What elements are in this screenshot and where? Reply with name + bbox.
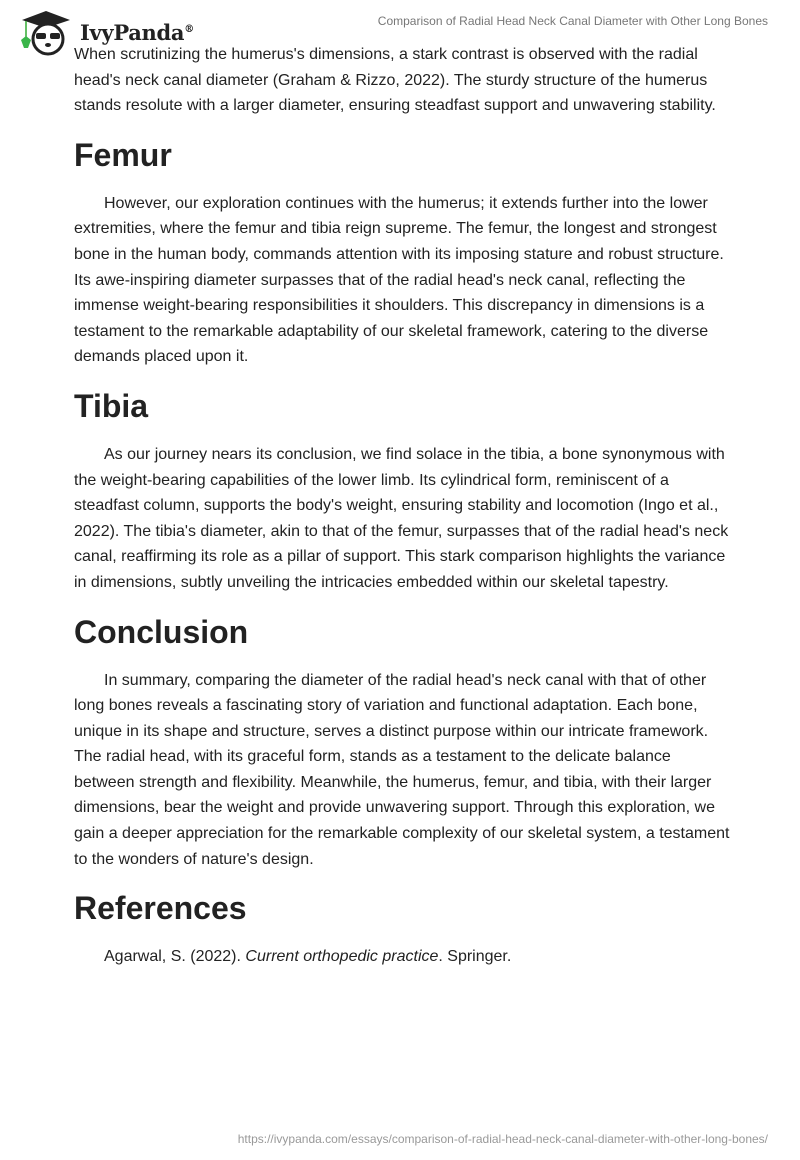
reference-author: Agarwal, S. (2022). — [104, 948, 246, 966]
heading-tibia: Tibia — [74, 387, 149, 424]
paragraph-femur: However, our exploration continues with the humerus; it extends further into the lower extremities, where the femur and tibia reign supreme. The femur, the longest and strongest bone in the human body, commands attention with its imposing stature and robust structure. Its awe-inspiring diameter surpasses that of the radial head's neck canal, reflecting the immense weight-bearing responsibilities it shoulders. This discrepancy in dimensions is a testament to the remarkable adaptability of our skeletal framework, catering to the diverse demands placed upon it. — [74, 194, 724, 366]
source-url[interactable]: https://ivypanda.com/essays/comparison-of-radial-head-neck-canal-diameter-with-other-long-bones/ — [237, 1132, 768, 1146]
reference-item — [74, 944, 734, 970]
heading-femur: Femur — [74, 136, 172, 173]
reference-title: Current orthopedic practice — [245, 948, 439, 966]
essay-content — [74, 42, 734, 970]
heading-conclusion: Conclusion — [74, 613, 249, 650]
panda-graduate-icon — [18, 8, 74, 56]
heading-references: References — [74, 890, 247, 927]
paragraph-conclusion: In summary, comparing the diameter of the radial head's neck canal with that of other long bones reveals a fascinating story of variation and functional adaptation. Each bone, unique in its shape and structure, serves a distinct purpose within our intricate framework. The radial head, with its graceful form, stands as a testament to the delicate balance between strength and flexibility. Meanwhile, the humerus, femur, and tibia, with their larger dimensions, bear the weight and provide unwavering support. Through this exploration, we gain a deeper appreciation for the remarkable complexity of our skeletal system, a testament to the wonders of nature's design. — [74, 671, 730, 868]
registered-mark: ® — [184, 23, 194, 35]
document-title: Comparison of Radial Head Neck Canal Diameter with Other Long Bones — [377, 14, 768, 28]
intro-paragraph: When scrutinizing the humerus's dimensions, a stark contrast is observed with the radial head's neck canal diameter (Graham & Rizzo, 2022). The sturdy structure of the humerus stands resolute with a larger diameter, ensuring steadfast support and unwavering stability. — [74, 46, 716, 115]
paragraph-tibia: As our journey nears its conclusion, we find solace in the tibia, a bone synonymous with the weight-bearing capabilities of the lower limb. Its cylindrical form, reminiscent of a steadfast column, supports the body's weight, ensuring stability and locomotion (Ingo et al., 2022). The tibia's diameter, akin to that of the femur, surpasses that of the radial head's neck canal, reaffirming its role as a pillar of support. This stark comparison highlights the variance in dimensions, subtly unveiling the intricacies embedded within our skeletal tapestry. — [74, 445, 729, 591]
reference-publisher: . Springer. — [438, 948, 512, 966]
logo-text: IvyPanda — [80, 19, 185, 45]
